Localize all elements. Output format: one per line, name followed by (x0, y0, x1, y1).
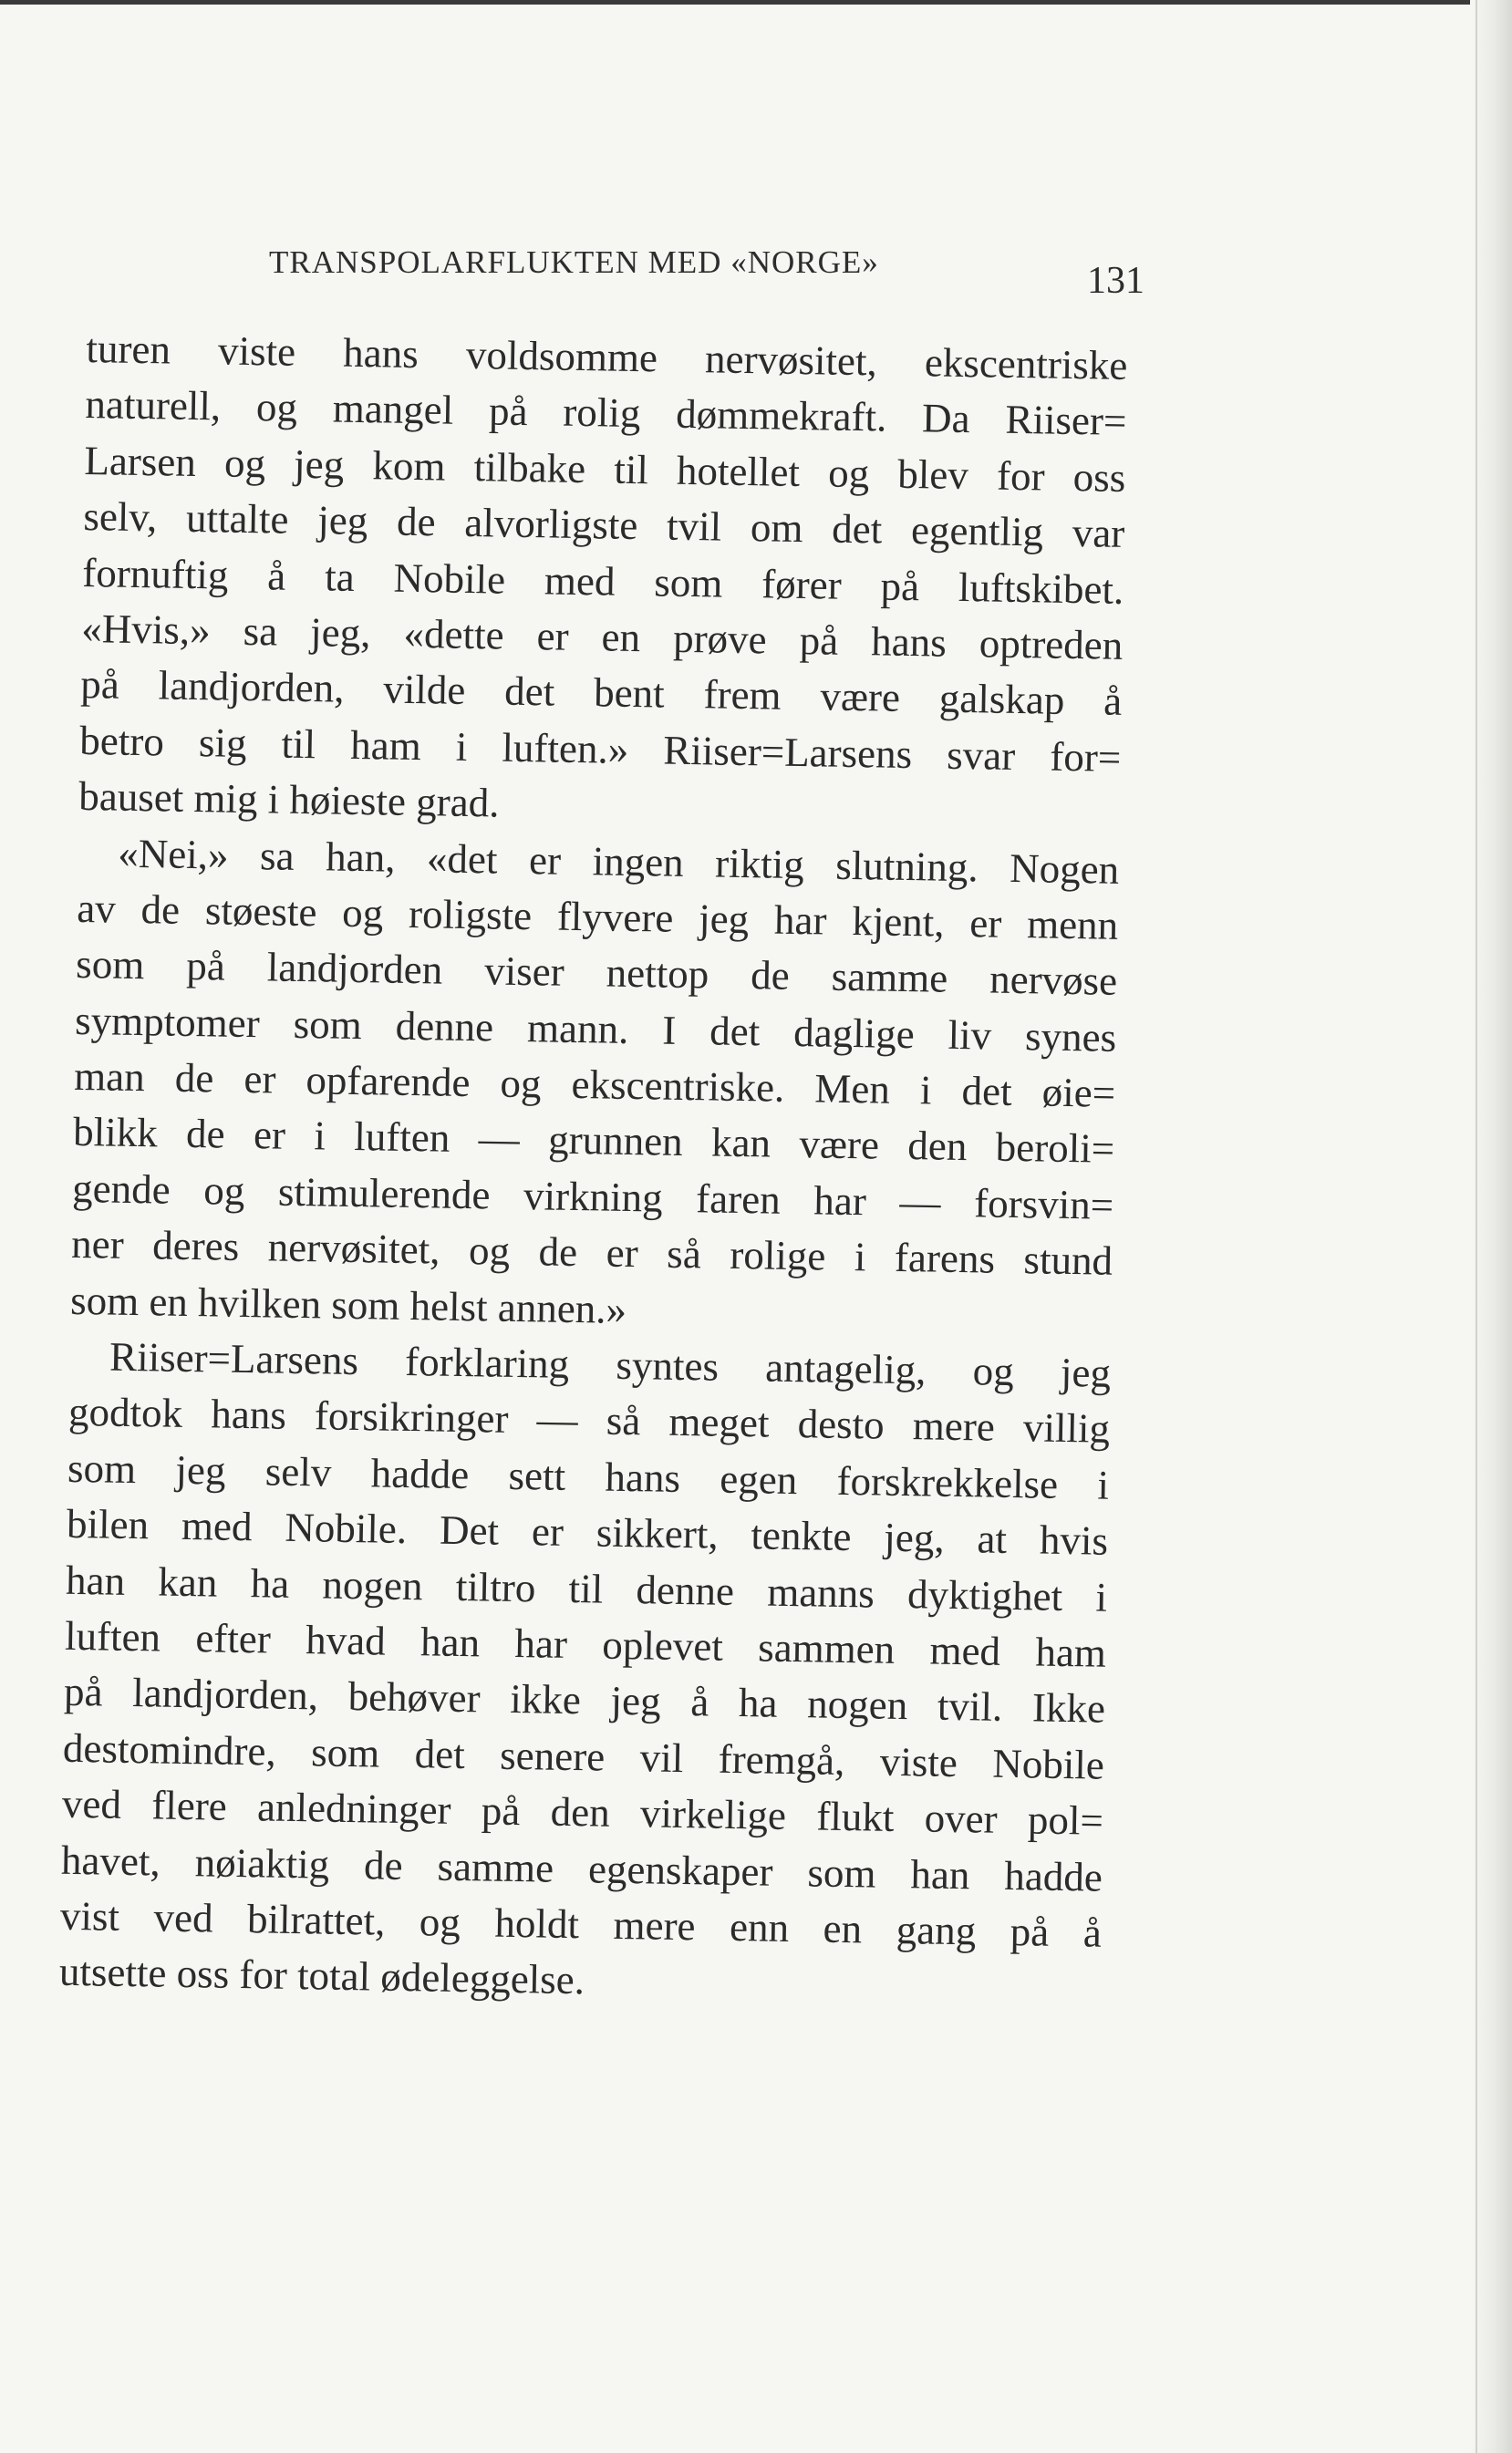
text-line: destomindre, som det senere vil fremgå, viste Nobile (62, 1724, 1105, 1788)
text-line: blikk de er i luften — grunnen kan være den beroli= (72, 1109, 1115, 1173)
text-line: man de er opfarende og ekscentriske. Men i det øie= (73, 1052, 1116, 1116)
text-line: symptomer som denne mann. I det daglige liv synes (74, 997, 1117, 1061)
text-line: gende og stimulerende virkning faren har — forsvin= (71, 1164, 1114, 1228)
text-line: havet, nøiaktig de samme egenskaper som han hadde (60, 1837, 1103, 1900)
text-line: som en hvilken som helst annen.» (69, 1277, 627, 1332)
text-line: bauset mig i høieste grad. (78, 773, 500, 826)
body-text (58, 321, 1127, 2017)
text-line: «Nei,» sa han, «det er ingen riktig slutning. Nogen (117, 830, 1120, 893)
page-header (269, 244, 1144, 308)
text-line: godtok hans forsikringer — så meget desto mere villig (67, 1389, 1111, 1453)
text-line: bilen med Nobile. Det er sikkert, tenkte jeg, at hvis (66, 1501, 1109, 1564)
running-title: TRANSPOLARFLUKTEN MED «NORGE» (269, 244, 879, 280)
text-line: «Hvis,» sa jeg, «dette er en prøve på hans optreden (80, 605, 1124, 668)
page-number: 131 (1087, 260, 1144, 302)
text-line: av de støeste og roligste flyvere jeg har kjent, er menn (76, 885, 1119, 948)
text-line: naturell, og mangel på rolig dømmekraft. Da Riiser= (85, 381, 1127, 445)
text-line: betro sig til ham i luften.» Riiser=Larsens svar for= (78, 717, 1122, 781)
text-line: luften efter hvad han har oplevet sammen med ham (64, 1612, 1107, 1676)
text-line: fornuftig å ta Nobile med som fører på luftskibet. (82, 549, 1124, 613)
text-line: selv, uttalte jeg de alvorligste tvil om det egentlig var (83, 493, 1125, 557)
text-line: Larsen og jeg kom tilbake til hotellet og blev for oss (84, 437, 1126, 501)
text-line: ner deres nervøsitet, og de er så rolige i farens stund (70, 1221, 1113, 1285)
scan-top-edge (0, 0, 1512, 5)
text-line: turen viste hans voldsomme nervøsitet, ekscentriske (86, 325, 1128, 388)
text-line: på landjorden, vilde det bent frem være galskap å (79, 661, 1123, 725)
text-line: ved flere anledninger på den virkelige flukt over pol= (61, 1780, 1104, 1844)
text-line: vist ved bilrattet, og holdt mere enn en gang på å (59, 1892, 1103, 1956)
page-edge-line (1476, 0, 1477, 2453)
text-line: som på landjorden viser nettop de samme nervøse (75, 941, 1118, 1005)
text-line: han kan ha nogen tiltro til denne manns dyktighet i (65, 1557, 1108, 1620)
text-line: som jeg selv hadde sett hans egen forskrekkelse i (67, 1444, 1110, 1508)
text-line: på landjorden, behøver ikke jeg å ha nogen tvil. Ikke (63, 1669, 1106, 1733)
text-line: Riiser=Larsens forklaring syntes antagelig, og jeg (109, 1333, 1112, 1396)
text-line: utsette oss for total ødeleggelse. (58, 1949, 585, 2003)
